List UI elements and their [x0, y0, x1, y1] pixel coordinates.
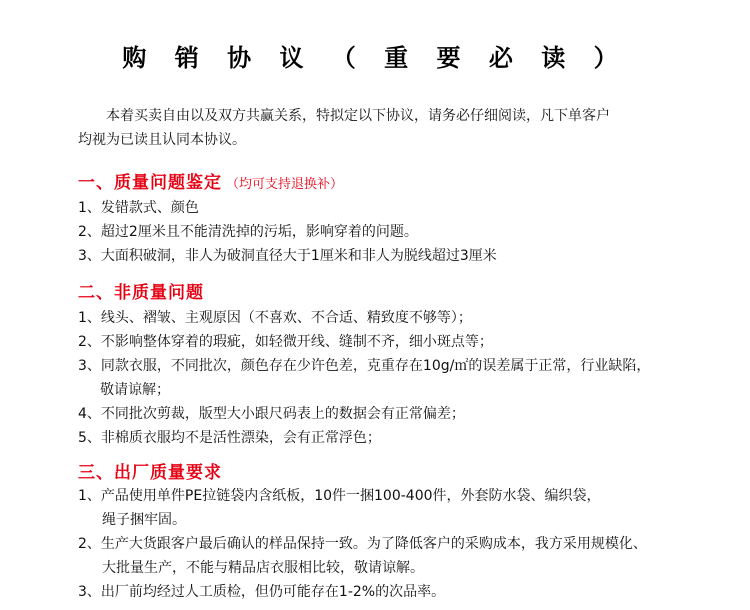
list-item-continuation: 大批量生产，不能与精品店衣服相比较，敬请谅解。	[102, 560, 424, 576]
section-heading-text: 三、出厂质量要求	[78, 463, 222, 483]
list-item	[78, 244, 718, 268]
list-item	[78, 484, 718, 532]
document-title: 购 销 协 议 （ 重 要 必 读 ）	[122, 43, 628, 72]
section-heading-note: （均可支持退换补）	[226, 177, 344, 192]
intro-line-2: 均视为已读且认同本协议。	[78, 132, 246, 148]
section-heading-text: 一、质量问题鉴定	[78, 173, 222, 193]
factory-quality-list	[78, 484, 718, 604]
list-item-continuation: 敬请谅解；	[100, 382, 170, 398]
intro-line-1: 本着买卖自由以及双方共赢关系，特拟定以下协议，请务必仔细阅读，凡下单客户	[106, 108, 610, 124]
list-item-text: 1、产品使用单件PE拉链袋内含纸板，10件一捆100-400件，外套防水袋、编织袋，	[78, 488, 601, 504]
list-item-text: 1、发错款式、颜色	[78, 200, 199, 216]
list-item	[78, 426, 718, 450]
list-item	[78, 330, 718, 354]
list-item-text: 2、生产大货跟客户最后确认的样品保持一致。为了降低客户的采购成本，我方采用规模化、	[78, 536, 647, 552]
list-item-text: 3、出厂前均经过人工质检，但仍可能存在1-2%的次品率。	[78, 584, 446, 600]
list-item	[78, 354, 718, 402]
list-item-text: 1、线头、褶皱、主观原因（不喜欢、不合适、精致度不够等）；	[78, 310, 472, 326]
list-item-text: 3、同款衣服，不同批次，颜色存在少许色差，克重存在10g/㎡的误差属于正常，行业缺陷，	[78, 358, 651, 374]
list-item	[78, 196, 718, 220]
list-item-text: 3、大面积破洞，非人为破洞直径大于1厘米和非人为脱线超过3厘米	[78, 248, 497, 264]
intro-paragraph	[78, 104, 678, 152]
list-item	[78, 532, 718, 580]
list-item	[78, 402, 718, 426]
quality-issues-list	[78, 196, 718, 268]
list-item-text: 5、非棉质衣服均不是活性漂染，会有正常浮色；	[78, 430, 381, 446]
list-item-text: 2、不影响整体穿着的瑕疵，如轻微开线、缝制不齐，细小斑点等；	[78, 334, 493, 350]
section-heading-non-quality-issues	[78, 278, 204, 303]
non-quality-issues-list	[78, 306, 718, 450]
list-item	[78, 580, 718, 604]
list-item-continuation: 绳子捆牢固。	[102, 512, 186, 528]
list-item-text: 2、超过2厘米且不能清洗掉的污垢，影响穿着的问题。	[78, 224, 418, 240]
section-heading-text: 二、非质量问题	[78, 283, 204, 303]
list-item	[78, 220, 718, 244]
section-heading-factory-quality	[78, 458, 222, 483]
list-item	[78, 306, 718, 330]
list-item-text: 4、不同批次剪裁，版型大小跟尺码表上的数据会有正常偏差；	[78, 406, 465, 422]
section-heading-quality-issues	[78, 168, 343, 193]
